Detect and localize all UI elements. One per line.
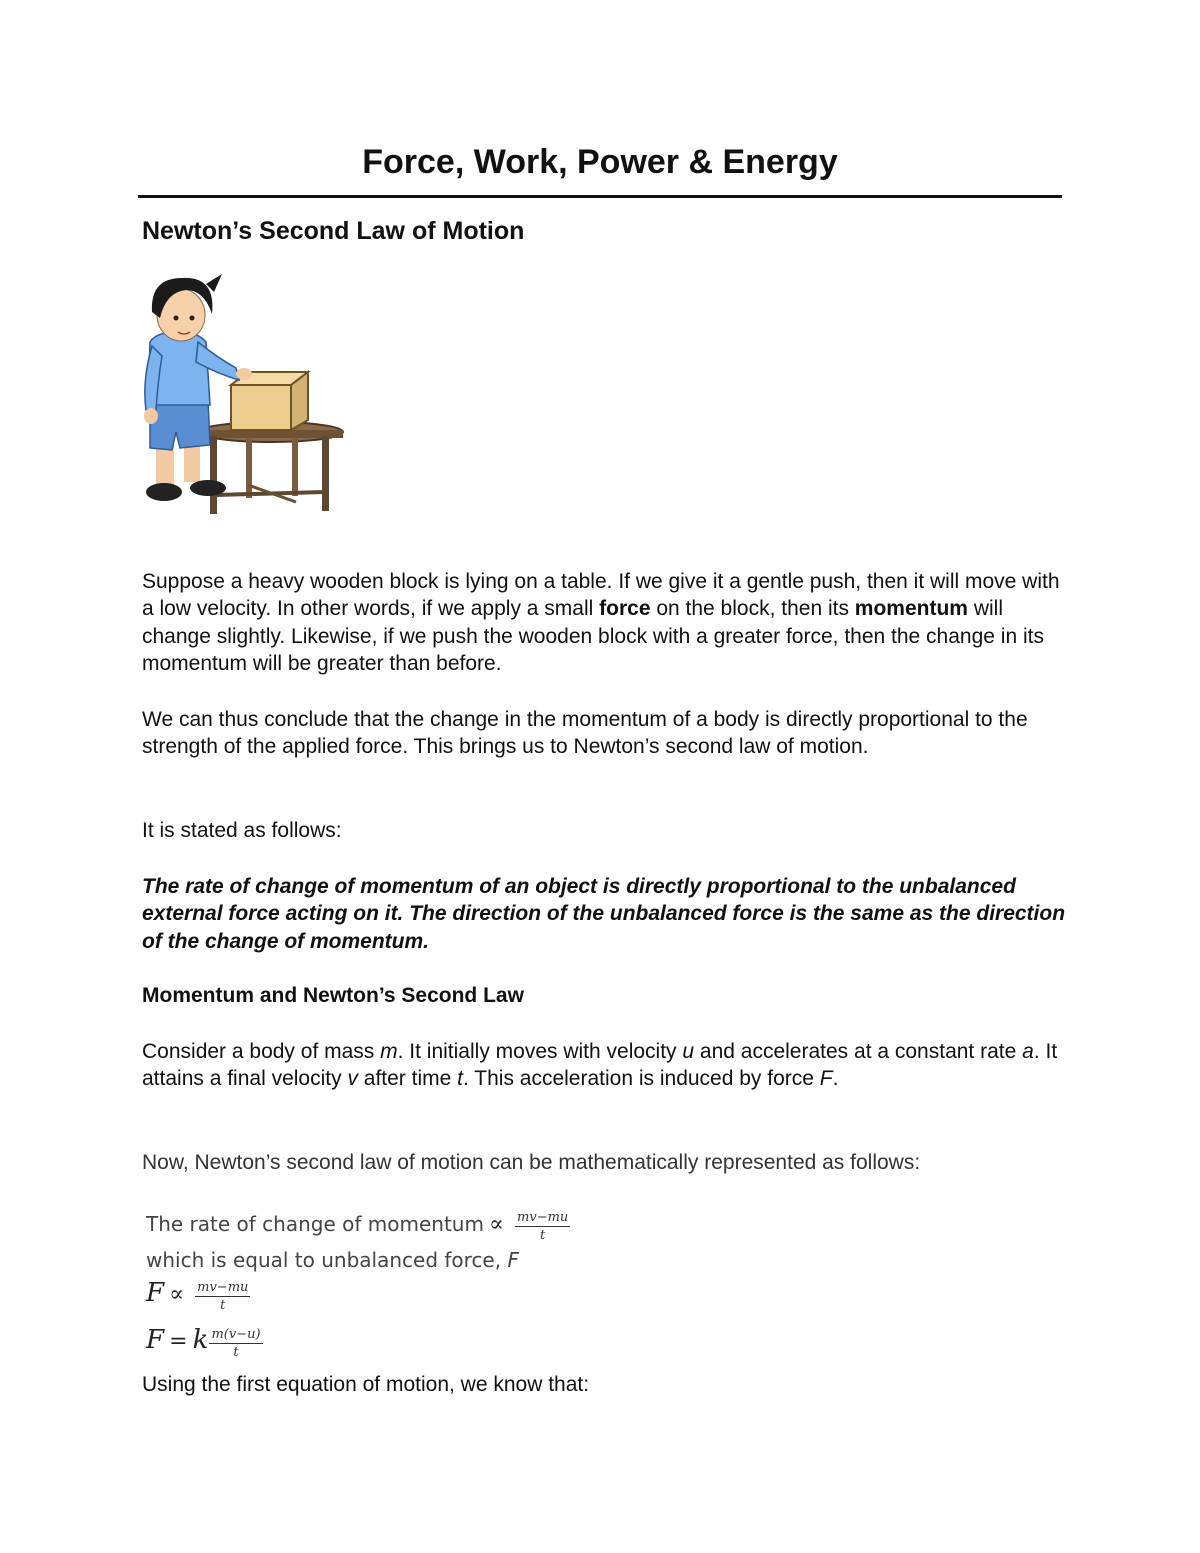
fraction-1-numerator: mv−mu xyxy=(517,1210,569,1225)
term-force: force xyxy=(599,597,651,621)
equals-sign: = xyxy=(169,1329,188,1354)
math-line-1 xyxy=(146,1210,766,1243)
fraction-3-denominator: t xyxy=(233,1345,239,1360)
math-line-3 xyxy=(146,1278,766,1313)
var-text-3: and accelerates at a constant rate xyxy=(694,1040,1023,1063)
math-line-1-text: The rate of change of momentum xyxy=(146,1212,484,1236)
var-a: a xyxy=(1022,1040,1034,1063)
intro-text-1: Suppose a heavy wooden block is lying on a table. If we give it a gentle push, then it will move with a low velocity. In other words, if we apply a small xyxy=(142,570,1060,621)
intro-text-2: on the block, then its xyxy=(650,597,855,621)
fraction-2 xyxy=(195,1280,250,1313)
var-text-5: after time xyxy=(357,1067,458,1091)
variables-paragraph xyxy=(142,1038,1072,1093)
math-line-2 xyxy=(146,1248,766,1272)
intro-text-3: will change slightly. Likewise, if we push the wooden block with a greater force, then the change in its momentum will be greater than before. xyxy=(142,597,1044,675)
var-F: F xyxy=(819,1067,833,1091)
title-divider xyxy=(138,195,1062,198)
var-m: m xyxy=(380,1040,398,1063)
constant-k: k xyxy=(192,1325,209,1355)
intro-paragraph xyxy=(142,568,1072,677)
math-line-2-var: F xyxy=(507,1248,519,1272)
var-text-1: Consider a body of mass xyxy=(142,1040,381,1063)
var-v: v xyxy=(347,1067,358,1091)
math-line-2-text: which is equal to unbalanced force, xyxy=(146,1248,508,1272)
term-momentum: momentum xyxy=(854,597,968,621)
boy-pushing-block-on-table-illustration xyxy=(136,270,351,545)
var-text-4: . It attains a final velocity xyxy=(142,1040,1058,1091)
fraction-2-numerator: mv−mu xyxy=(197,1280,249,1295)
math-line-4-F: F xyxy=(146,1325,165,1355)
var-text-6: . This acceleration is induced by force xyxy=(462,1067,820,1091)
var-text-7: . xyxy=(832,1067,839,1091)
fraction-1-denominator: t xyxy=(540,1228,546,1243)
var-u: u xyxy=(682,1040,695,1063)
section-heading: Newton’s Second Law of Motion xyxy=(142,217,525,245)
proportional-symbol-2: ∝ xyxy=(169,1282,185,1307)
var-t: t xyxy=(457,1067,463,1091)
var-text-2: . It initially moves with velocity xyxy=(397,1040,683,1063)
statement-intro: It is stated as follows: xyxy=(142,819,342,842)
conclusion-paragraph: We can thus conclude that the change in the momentum of a body is directly proportional to the strength of the applied force. This brings us to Newton’s second law of motion. xyxy=(142,708,1028,759)
fraction-2-denominator: t xyxy=(220,1298,226,1313)
law-statement: The rate of change of momentum of an object is directly proportional to the unbalanced external force acting on it. The direction of the unbalanced force is the same as the direction of the change of momentum. xyxy=(142,875,1066,953)
math-line-4 xyxy=(146,1325,766,1360)
fraction-3 xyxy=(209,1327,262,1360)
fraction-1 xyxy=(515,1210,570,1243)
math-line-3-F: F xyxy=(146,1278,165,1308)
proportional-symbol: ∝ xyxy=(489,1212,504,1237)
subheading-momentum: Momentum and Newton’s Second Law xyxy=(142,984,524,1007)
first-equation-paragraph: Using the first equation of motion, we know that: xyxy=(142,1373,590,1396)
math-intro: Now, Newton’s second law of motion can be mathematically represented as follows: xyxy=(142,1151,921,1174)
fraction-3-numerator: m(v−u) xyxy=(211,1327,261,1342)
page-title: Force, Work, Power & Energy xyxy=(362,143,838,181)
